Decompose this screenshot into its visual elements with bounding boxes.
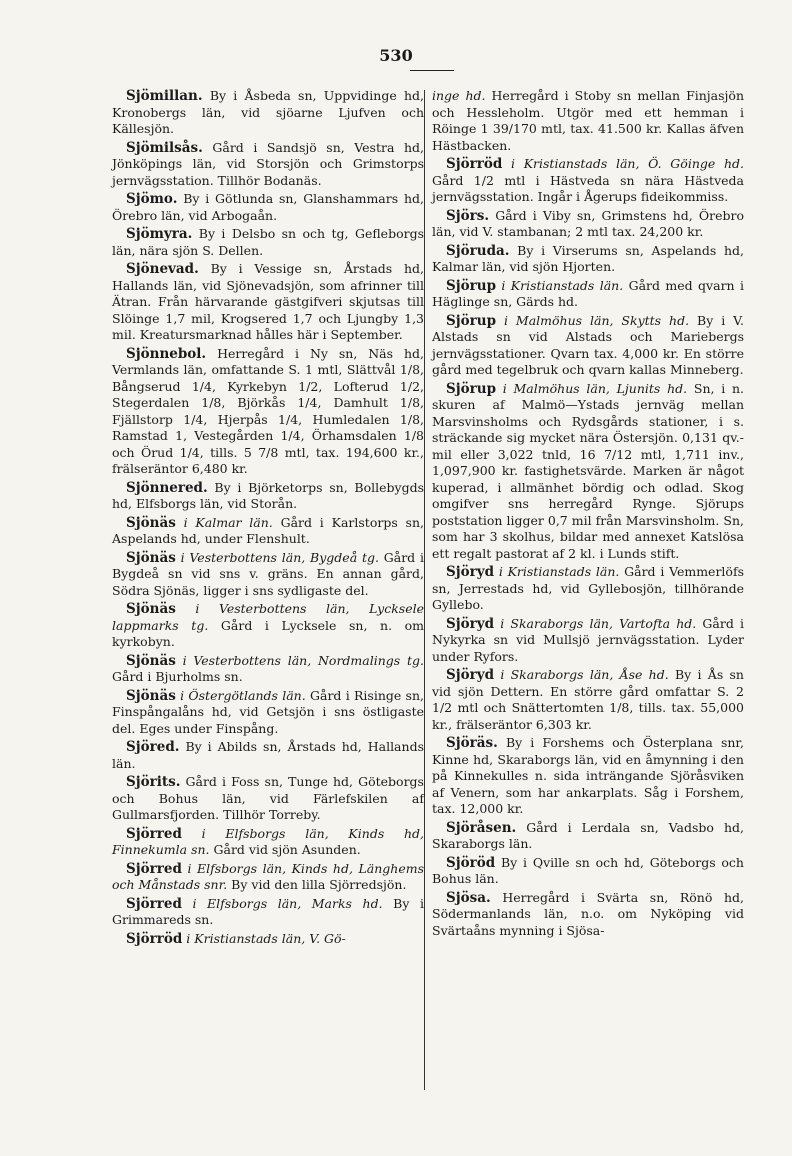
entry-location: i Kristianstads län, Ö. Göinge hd. [511, 156, 744, 171]
dictionary-entry [112, 601, 424, 651]
entry-text: Sn, i n. skuren af Malmö—Ystads jernväg mellan Marsvinsholms och Rydsgårds stationer, i s. sträckande sig mycket nära Östersjön. 0,131 qv.-mil eller 3,022 tnld, 16 7/12 mtl, 1,711 inv., 1,097,900 kr. fastighetsvärde. Marken är något kuperad, i allmänhet bördig och odlad. Skog omgifver sns herregård Rynge. Sjörups poststation ligger 0,7 mil från Marsvinsholm. Sn, som har 3 skolhus, bildar med annexet Katslösa ett regalt pastorat af 2 kl. i Lunds stift. [432, 380, 744, 561]
entry-text: Gård i Vemmerlöfs sn, Jerrestads hd, vid Gyllebosjön, tillhörande Gyllebo. [432, 564, 744, 612]
entry-text: Herregård i Stoby sn mellan Finjasjön och Hessleholm. Utgör med ett hemman i Röinge 1 39/170 mtl, tax. 41.500 kr. Kallas äfven Hästbacken. [432, 88, 745, 153]
entry-headword: Sjörs. [446, 207, 490, 224]
dictionary-entry [112, 861, 424, 894]
entry-location: i Vesterbottens län, Lycksele lappmarks tg. [112, 601, 425, 633]
entry-text: By i Vessige sn, Årstads hd, Hallands län, vid Sjönevadsjön, som afrinner till Ätran. Från härvarande gästgifveri skjutsas till Slöinge 1,7 mil, Krogsered 1,7 och Ljungby 1,3 mil. Kreatursmarknad hålles här i September. [112, 261, 424, 342]
entry-text: By i V. Alstads sn vid Alstads och Mariebergs jernvägsstationer. Qvarn tax. 4,000 kr. En större gård med tegelbruk och qvarn kallas Minneberg. [432, 312, 744, 377]
entry-text: Gård i Karlstorps sn, Aspelands hd, under Flenshult. [112, 514, 424, 546]
entry-headword: Sjörred [126, 825, 182, 842]
entry-headword: Sjörred [126, 860, 182, 877]
entry-headword: Sjörits. [126, 774, 181, 790]
dictionary-entry [432, 243, 744, 276]
dictionary-entry [432, 667, 744, 733]
dictionary-entry [112, 739, 424, 772]
entry-text: Herregård i Ny sn, Näs hd, Vermlands län, omfattande S. 1 mtl, Slättvål 1/8, Bångserud 1/4, Kyrkebyn 1/2, Lofterud 1/2, Stegerdalen 1/8, Björkås 1/4, Damhult 1/8, Fjällstorp 1/4, Hjerpås 1/4, Humledalen 1/8, Ramstad 1, Vestegården 1/4, Örhamsdalen 1/8 och Örud 1/4, tills. 5 7/8 mtl, tax. 194,600 kr., frälseräntor 6,480 kr. [112, 345, 424, 476]
dictionary-entry [432, 88, 744, 154]
entry-headword: Sjöräs. [446, 735, 498, 751]
entry-text: Gård i Bjurholms sn. [112, 669, 243, 684]
entry-text: Gård i Risinge sn, Finspångalåns hd, vid Getsjön i sns östligaste del. Eges under Finspång. [112, 687, 424, 736]
entry-text: By i Ås sn vid sjön Dettern. En större gård omfattar S. 2 1/2 mtl och Snättertomten 1/8, tills. tax. 55,000 kr., frälseräntor 6,303 kr. [432, 667, 744, 732]
dictionary-entry [112, 346, 424, 478]
dictionary-entry [112, 88, 424, 138]
dictionary-entry [112, 931, 424, 948]
dictionary-entry [112, 688, 424, 738]
dictionary-entry [432, 313, 744, 379]
entry-headword: Sjömo. [126, 191, 178, 207]
entry-headword: Sjönäs [126, 549, 176, 566]
entry-headword: Sjönäs [126, 652, 176, 669]
dictionary-entry [112, 550, 424, 600]
entry-headword: Sjönäs [126, 601, 176, 617]
dictionary-entry [112, 653, 424, 686]
entry-headword: Sjömyra. [126, 226, 193, 242]
entry-headword: Sjönäs [126, 514, 176, 531]
entry-headword: Sjörup [446, 277, 497, 294]
entry-text: By i Virserums sn, Aspelands hd, Kalmar län, vid sjön Hjorten. [432, 242, 744, 274]
entry-location: i Östergötlands län. [180, 687, 306, 703]
dictionary-entry [112, 261, 424, 344]
column-divider [424, 90, 425, 1090]
dictionary-entry [432, 156, 744, 206]
dictionary-entry [112, 480, 424, 513]
entry-text: Gård i Viby sn, Grimstens hd, Örebro län, vid V. stambanan; 2 mtl tax. 24,200 kr. [432, 207, 744, 239]
left-column [112, 88, 424, 949]
dictionary-entry [432, 855, 744, 888]
entry-text: Gård 1/2 mtl i Hästveda sn nära Hästveda jernvägsstation. Ingår i Ågerups fideikommiss. [432, 172, 744, 204]
dictionary-entry [432, 208, 744, 241]
entry-headword: Sjöruda. [446, 242, 510, 259]
entry-text: Gård i Lycksele sn, n. om kyrkobyn. [112, 617, 424, 649]
dictionary-entry [112, 515, 424, 548]
dictionary-entry [432, 820, 744, 853]
entry-text: By vid den lilla Sjörredsjön. [231, 877, 407, 892]
dictionary-entry [112, 896, 424, 929]
entry-headword: Sjörup [446, 380, 497, 397]
entry-location: i Skaraborgs län, Åse hd. [500, 667, 669, 682]
entry-text: By i Björketorps sn, Bollebygds hd, Elfsborgs län, vid Storån. [112, 479, 424, 511]
entry-text: Gård i Foss sn, Tunge hd, Göteborgs och Bohus län, vid Färlefskilen af Gullmarsfjorden. Tillhör Torreby. [112, 774, 424, 822]
entry-text: By i Grimmareds sn. [112, 895, 424, 927]
entry-text: Gård i Sandsjö sn, Vestra hd, Jönköpings län, vid Storsjön och Grimstorps jernvägsstation. Tillhör Bodanäs. [112, 139, 424, 188]
dictionary-entry [432, 278, 744, 311]
dictionary-entry [112, 826, 424, 859]
entry-location: i Elfsborgs län, Marks hd. [192, 895, 383, 911]
entry-headword: Sjöryd [446, 564, 495, 580]
entry-text: By i Qville sn och hd, Göteborgs och Bohus län. [432, 854, 744, 886]
dictionary-entry [112, 774, 424, 824]
entry-location: i Kristianstads län. [501, 277, 624, 293]
entry-headword: Sjöryd [446, 667, 495, 683]
entry-text: Gård i Bygdeå sn vid sns v. gräns. En annan gård, Södra Sjönäs, ligger i sns sydligaste del. [112, 549, 424, 598]
entry-location: i Kristianstads län, V. Gö- [186, 930, 346, 946]
entry-headword: Sjönnebol. [126, 345, 207, 362]
entry-location: i Vesterbottens län, Nordmalings tg. [182, 652, 424, 668]
entry-headword: Sjöred. [126, 739, 180, 755]
dictionary-entry [432, 735, 744, 818]
entry-location: i Malmöhus län, Skytts hd. [503, 312, 690, 328]
entry-headword: Sjörup [446, 312, 497, 329]
entry-location: i Malmöhus län, Ljunits hd. [502, 380, 688, 396]
entry-text: By i Forshems och Österplana snr, Kinne hd, Skaraborgs län, vid en åmynning i den på Kinnekulles n. sida inträngande Sjöråsviken af Venern, som har ankarplats. Såg i Forshem, tax. 12,000 kr. [432, 735, 744, 816]
entry-text: Gård i Nykyrka sn vid Mullsjö jernvägsstation. Lyder under Ryfors. [432, 615, 744, 664]
entry-headword: Sjömilsås. [126, 139, 203, 156]
entry-text: Gård med qvarn i Häglinge sn, Gärds hd. [432, 277, 744, 309]
entry-headword: Sjöråsen. [446, 819, 517, 836]
dictionary-entry [432, 890, 744, 940]
entry-location: i Skaraborgs län, Vartofta hd. [500, 615, 697, 631]
entry-text: Herregård i Svärta sn, Rönö hd, Södermanlands län, n.o. om Nyköping vid Svärtaåns mynning i Sjösa- [432, 889, 744, 938]
entry-location: i Vesterbottens län, Bygdeå tg. [180, 549, 379, 565]
entry-text: By i Götlunda sn, Glanshammars hd, Örebro län, vid Arbogaån. [112, 191, 424, 223]
entry-headword: Sjörröd [126, 930, 183, 947]
entry-headword: Sjörröd [446, 156, 503, 172]
entry-headword: Sjönevad. [126, 261, 199, 277]
dictionary-entry [432, 564, 744, 614]
entry-headword: Sjöryd [446, 615, 495, 632]
entry-headword: Sjönäs [126, 687, 176, 704]
dictionary-entry [112, 226, 424, 259]
entry-location: inge hd. [432, 88, 486, 103]
entry-headword: Sjönnered. [126, 479, 208, 496]
entry-text: By i Åsbeda sn, Uppvidinge hd, Kronobergs län, vid sjöarne Ljufven och Källesjön. [112, 88, 424, 136]
page-number: 530 [379, 46, 413, 65]
entry-headword: Sjöröd [446, 854, 496, 871]
entry-location: i Elfsborgs län, Kinds hd, Länghems och Månstads snr. [112, 860, 424, 892]
entry-text: Gård vid sjön Asunden. [213, 842, 361, 857]
dictionary-entry [112, 191, 424, 224]
entry-text: Gård i Lerdala sn, Vadsbo hd, Skaraborgs län. [432, 819, 744, 851]
entry-headword: Sjörred [126, 895, 182, 912]
entry-location: i Kristianstads län. [498, 564, 620, 579]
entry-text: By i Delsbo sn och tg, Gefleborgs län, nära sjön S. Dellen. [112, 226, 424, 258]
entry-text: By i Abilds sn, Årstads hd, Hallands län. [112, 739, 424, 771]
dictionary-entry [112, 140, 424, 190]
dictionary-entry [432, 381, 744, 563]
entry-location: i Elfsborgs län, Kinds hd, Finnekumla sn. [112, 825, 424, 857]
right-column [432, 88, 744, 941]
entry-headword: Sjömillan. [126, 88, 203, 104]
entry-location: i Kalmar län. [183, 514, 273, 530]
page-number-rule [410, 70, 454, 71]
dictionary-entry [432, 616, 744, 666]
entry-headword: Sjösa. [446, 889, 491, 906]
